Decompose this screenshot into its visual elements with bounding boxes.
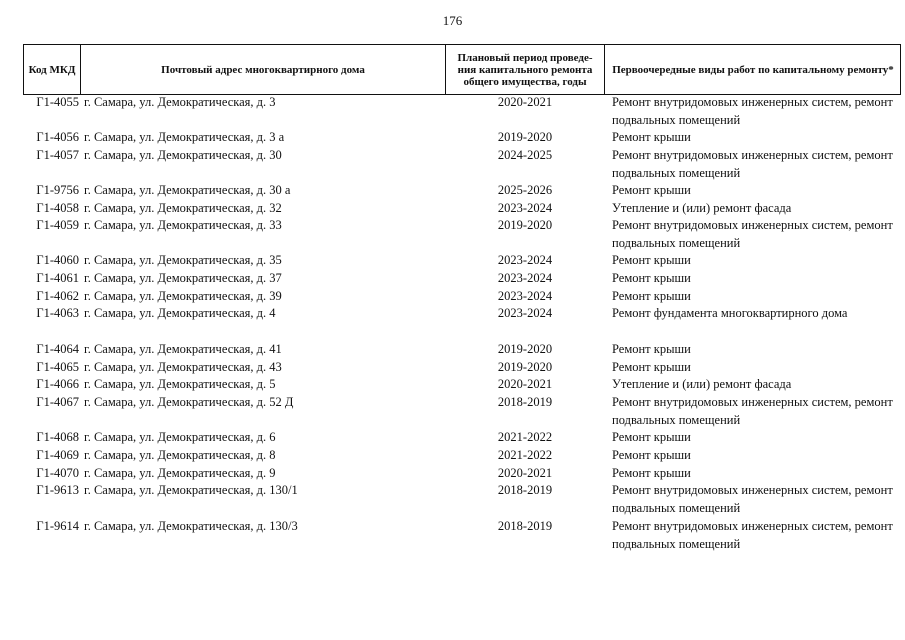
- row-address: г. Самара, ул. Демократическая, д. 35: [84, 253, 282, 267]
- row-code: Г1-4055: [36, 95, 79, 109]
- row-code: Г1-4062: [36, 289, 79, 303]
- row-address: г. Самара, ул. Демократическая, д. 30 а: [84, 183, 291, 197]
- row-code: Г1-4064: [36, 342, 79, 356]
- row-period: 2018-2019: [497, 395, 553, 409]
- row-work: Ремонт крыши: [612, 360, 691, 374]
- row-period: 2018-2019: [497, 483, 553, 497]
- row-work: Ремонт крыши: [612, 271, 691, 285]
- row-period: 2023-2024: [497, 253, 553, 267]
- row-address: г. Самара, ул. Демократическая, д. 8: [84, 448, 276, 462]
- header-divider: [445, 44, 446, 95]
- row-code: Г1-4057: [36, 148, 79, 162]
- row-address: г. Самара, ул. Демократическая, д. 5: [84, 377, 276, 391]
- row-address: г. Самара, ул. Демократическая, д. 32: [84, 201, 282, 215]
- row-work: Утепление и (или) ремонт фасада: [612, 377, 792, 391]
- row-address: г. Самара, ул. Демократическая, д. 37: [84, 271, 282, 285]
- row-code: Г1-4060: [36, 253, 79, 267]
- row-work: Ремонт крыши: [612, 253, 691, 267]
- row-period: 2020-2021: [497, 377, 553, 391]
- row-period: 2021-2022: [497, 448, 553, 462]
- row-work: Ремонт внутридомовых инженерных систем, ремонт подвальных помещений: [612, 148, 893, 180]
- row-work: Ремонт внутридомовых инженерных систем, ремонт подвальных помещений: [612, 218, 893, 250]
- row-code: Г1-4065: [36, 360, 79, 374]
- row-work: Ремонт внутридомовых инженерных систем, ремонт подвальных помещений: [612, 395, 893, 427]
- row-address: г. Самара, ул. Демократическая, д. 130/3: [84, 519, 298, 533]
- row-period: 2024-2025: [497, 148, 553, 162]
- header-code: Код МКД: [28, 63, 76, 76]
- row-code: Г1-4059: [36, 218, 79, 232]
- row-period: 2020-2021: [497, 466, 553, 480]
- header-divider: [900, 44, 901, 95]
- header-period: Плановый период проведе-ния капитального ремонта общего имущества, годы: [457, 51, 593, 88]
- row-period: 2019-2020: [497, 130, 553, 144]
- row-code: Г1-4069: [36, 448, 79, 462]
- row-work: Утепление и (или) ремонт фасада: [612, 201, 792, 215]
- row-period: 2019-2020: [497, 342, 553, 356]
- page-number: 176: [442, 13, 463, 28]
- row-code: Г1-9756: [36, 183, 79, 197]
- row-period: 2025-2026: [497, 183, 553, 197]
- row-address: г. Самара, ул. Демократическая, д. 6: [84, 430, 276, 444]
- row-code: Г1-4056: [36, 130, 79, 144]
- row-address: г. Самара, ул. Демократическая, д. 9: [84, 466, 276, 480]
- row-work: Ремонт крыши: [612, 448, 691, 462]
- row-code: Г1-4061: [36, 271, 79, 285]
- row-address: г. Самара, ул. Демократическая, д. 33: [84, 218, 282, 232]
- row-period: 2023-2024: [497, 306, 553, 320]
- row-work: Ремонт внутридомовых инженерных систем, ремонт подвальных помещений: [612, 483, 893, 515]
- row-code: Г1-4066: [36, 377, 79, 391]
- row-code: Г1-4070: [36, 466, 79, 480]
- row-address: г. Самара, ул. Демократическая, д. 39: [84, 289, 282, 303]
- row-address: г. Самара, ул. Демократическая, д. 43: [84, 360, 282, 374]
- row-period: 2018-2019: [497, 519, 553, 533]
- row-code: Г1-9614: [36, 519, 79, 533]
- header-divider: [604, 44, 605, 95]
- row-work: Ремонт крыши: [612, 130, 691, 144]
- row-code: Г1-4063: [36, 306, 79, 320]
- row-period: 2023-2024: [497, 201, 553, 215]
- row-period: 2023-2024: [497, 271, 553, 285]
- row-code: Г1-4068: [36, 430, 79, 444]
- row-address: г. Самара, ул. Демократическая, д. 130/1: [84, 483, 298, 497]
- row-code: Г1-9613: [36, 483, 79, 497]
- row-work: Ремонт крыши: [612, 183, 691, 197]
- row-work: Ремонт крыши: [612, 430, 691, 444]
- row-work: Ремонт внутридомовых инженерных систем, ремонт подвальных помещений: [612, 95, 893, 127]
- row-period: 2019-2020: [497, 218, 553, 232]
- row-period: 2020-2021: [497, 95, 553, 109]
- row-work: Ремонт крыши: [612, 342, 691, 356]
- row-work: Ремонт внутридомовых инженерных систем, ремонт подвальных помещений: [612, 519, 893, 551]
- row-period: 2023-2024: [497, 289, 553, 303]
- row-code: Г1-4058: [36, 201, 79, 215]
- row-address: г. Самара, ул. Демократическая, д. 41: [84, 342, 282, 356]
- row-address: г. Самара, ул. Демократическая, д. 3: [84, 95, 276, 109]
- row-work: Ремонт крыши: [612, 466, 691, 480]
- row-address: г. Самара, ул. Демократическая, д. 30: [84, 148, 282, 162]
- row-work: Ремонт фундамента многоквартирного дома: [612, 306, 848, 320]
- row-code: Г1-4067: [36, 395, 79, 409]
- row-period: 2021-2022: [497, 430, 553, 444]
- header-works: Первоочередные виды работ по капитальному ремонту*: [612, 63, 894, 76]
- row-address: г. Самара, ул. Демократическая, д. 52 Д: [84, 395, 294, 409]
- header-address: Почтовый адрес многоквартирного дома: [161, 63, 365, 76]
- row-period: 2019-2020: [497, 360, 553, 374]
- row-work: Ремонт крыши: [612, 289, 691, 303]
- row-address: г. Самара, ул. Демократическая, д. 4: [84, 306, 276, 320]
- row-address: г. Самара, ул. Демократическая, д. 3 а: [84, 130, 285, 144]
